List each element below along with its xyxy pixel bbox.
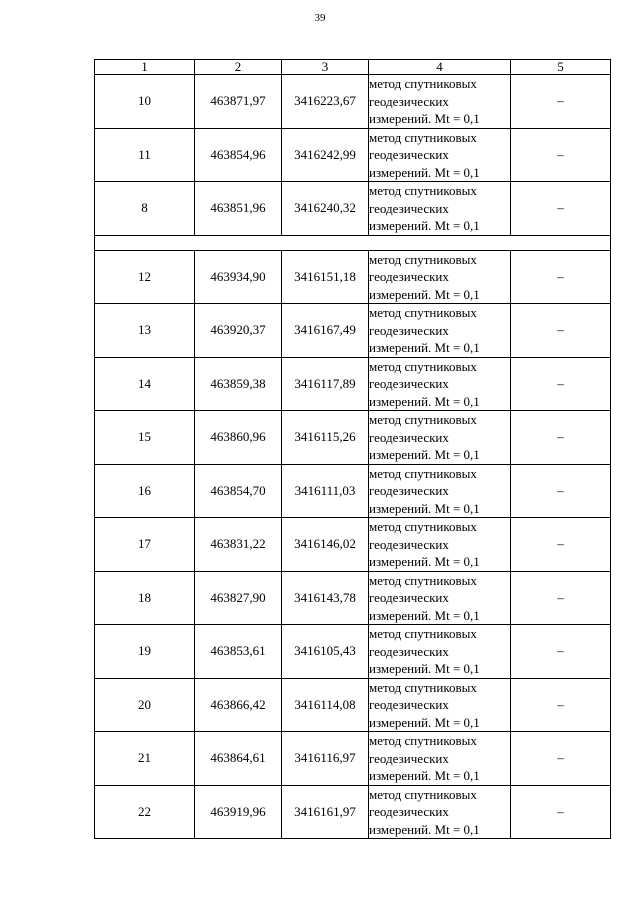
method-line: метод спутниковых [369, 412, 477, 427]
coordinate-y: 3416143,78 [282, 571, 369, 625]
point-number: 13 [95, 304, 195, 358]
coordinate-x: 463866,42 [195, 678, 282, 732]
method-line: метод спутниковых [369, 183, 477, 198]
method-line: измерений. Mt = 0,1 [369, 661, 480, 676]
method-line: метод спутниковых [369, 251, 477, 267]
method-line: метод спутниковых [369, 626, 477, 641]
table-row [95, 128, 611, 182]
coordinate-x: 463827,90 [195, 571, 282, 625]
method-line: метод спутниковых [369, 305, 477, 320]
coordinate-x: 463871,97 [195, 75, 282, 129]
point-number: 10 [95, 75, 195, 129]
coordinate-x: 463831,22 [195, 518, 282, 572]
method-cell [369, 464, 511, 518]
dash-cell: – [511, 128, 611, 182]
dash-cell: – [511, 571, 611, 625]
dash-cell: – [511, 678, 611, 732]
method-line: измерений. Mt = 0,1 [369, 286, 480, 302]
coordinate-y: 3416116,97 [282, 732, 369, 786]
coordinate-y: 3416151,18 [282, 250, 369, 304]
method-line: метод спутниковых [369, 465, 477, 481]
table-row [95, 182, 611, 236]
method-cell [369, 304, 511, 358]
dash-cell: – [511, 785, 611, 839]
point-number: 8 [95, 182, 195, 236]
coordinate-y: 3416105,43 [282, 625, 369, 679]
table-row [95, 357, 611, 411]
table-row [95, 75, 611, 129]
method-line: метод спутниковых [369, 76, 477, 91]
point-number: 14 [95, 357, 195, 411]
dash-cell: – [511, 250, 611, 304]
coordinate-y: 3416114,08 [282, 678, 369, 732]
dash-cell: – [511, 518, 611, 572]
coordinate-x: 463854,70 [195, 464, 282, 518]
method-cell [369, 518, 511, 572]
method-line: геодезических [369, 322, 449, 338]
method-line: геодезических [369, 376, 449, 391]
method-line: метод спутниковых [369, 572, 477, 588]
dash-cell: – [511, 357, 611, 411]
coordinate-x: 463860,96 [195, 411, 282, 465]
table-header-row [95, 60, 611, 75]
point-number: 20 [95, 678, 195, 732]
method-cell [369, 182, 511, 236]
method-line: геодезических [369, 269, 449, 284]
method-line: измерений. Mt = 0,1 [369, 111, 480, 126]
method-line: метод спутниковых [369, 679, 477, 695]
coordinate-x: 463854,96 [195, 128, 282, 182]
point-number: 16 [95, 464, 195, 518]
header-cell: 4 [369, 60, 511, 75]
coordinate-x: 463859,38 [195, 357, 282, 411]
method-line: измерений. Mt = 0,1 [369, 554, 480, 569]
header-cell: 3 [282, 60, 369, 75]
dash-cell: – [511, 182, 611, 236]
dash-cell: – [511, 732, 611, 786]
method-cell [369, 128, 511, 182]
dash-cell: – [511, 411, 611, 465]
coordinate-x: 463864,61 [195, 732, 282, 786]
method-cell [369, 411, 511, 465]
coordinate-x: 463851,96 [195, 182, 282, 236]
table-row [95, 411, 611, 465]
method-line: геодезических [369, 643, 449, 659]
method-line: геодезических [369, 750, 449, 766]
method-line: измерений. Mt = 0,1 [369, 500, 480, 516]
table-row [95, 732, 611, 786]
dash-cell: – [511, 464, 611, 518]
method-line: измерений. Mt = 0,1 [369, 607, 480, 623]
coordinates-table [94, 59, 611, 839]
point-number: 12 [95, 250, 195, 304]
method-line: метод спутниковых [369, 358, 477, 374]
point-number: 21 [95, 732, 195, 786]
table-row [95, 518, 611, 572]
point-number: 11 [95, 128, 195, 182]
method-line: измерений. Mt = 0,1 [369, 393, 480, 409]
coordinate-y: 3416111,03 [282, 464, 369, 518]
method-line: измерений. Mt = 0,1 [369, 340, 480, 355]
separator-row [95, 235, 611, 250]
coordinate-y: 3416115,26 [282, 411, 369, 465]
method-line: геодезических [369, 483, 449, 498]
table-row [95, 785, 611, 839]
coordinate-y: 3416167,49 [282, 304, 369, 358]
header-cell: 5 [511, 60, 611, 75]
coordinate-y: 3416240,32 [282, 182, 369, 236]
point-number: 18 [95, 571, 195, 625]
method-line: измерений. Mt = 0,1 [369, 768, 480, 783]
method-line: измерений. Mt = 0,1 [369, 218, 480, 233]
method-line: измерений. Mt = 0,1 [369, 714, 480, 730]
header-cell: 2 [195, 60, 282, 75]
table-row [95, 304, 611, 358]
method-line: геодезических [369, 697, 449, 712]
table-row [95, 250, 611, 304]
table-row [95, 464, 611, 518]
method-cell [369, 75, 511, 129]
method-line: измерений. Mt = 0,1 [369, 164, 480, 180]
coordinate-y: 3416223,67 [282, 75, 369, 129]
method-cell [369, 785, 511, 839]
method-line: геодезических [369, 590, 449, 605]
point-number: 15 [95, 411, 195, 465]
method-line: измерений. Mt = 0,1 [369, 447, 480, 462]
method-line: геодезических [369, 429, 449, 445]
coordinate-y: 3416161,97 [282, 785, 369, 839]
header-cell: 1 [95, 60, 195, 75]
table-row [95, 571, 611, 625]
dash-cell: – [511, 625, 611, 679]
coordinate-y: 3416146,02 [282, 518, 369, 572]
coordinate-y: 3416117,89 [282, 357, 369, 411]
point-number: 19 [95, 625, 195, 679]
coordinate-x: 463920,37 [195, 304, 282, 358]
method-line: геодезических [369, 804, 449, 819]
coordinate-x: 463853,61 [195, 625, 282, 679]
method-cell [369, 732, 511, 786]
dash-cell: – [511, 304, 611, 358]
method-cell [369, 357, 511, 411]
method-cell [369, 678, 511, 732]
table-row [95, 678, 611, 732]
dash-cell: – [511, 75, 611, 129]
method-line: метод спутниковых [369, 519, 477, 534]
point-number: 17 [95, 518, 195, 572]
method-cell [369, 625, 511, 679]
coordinate-x: 463919,96 [195, 785, 282, 839]
coordinate-x: 463934,90 [195, 250, 282, 304]
method-line: геодезических [369, 93, 449, 109]
method-line: геодезических [369, 147, 449, 162]
method-line: метод спутниковых [369, 786, 477, 802]
method-line: геодезических [369, 536, 449, 552]
table-row [95, 625, 611, 679]
point-number: 22 [95, 785, 195, 839]
method-cell [369, 250, 511, 304]
method-line: метод спутниковых [369, 733, 477, 748]
method-line: метод спутниковых [369, 129, 477, 145]
method-cell [369, 571, 511, 625]
page-number: 39 [314, 12, 326, 24]
separator-cell [95, 235, 611, 250]
method-line: измерений. Mt = 0,1 [369, 821, 480, 837]
coordinate-y: 3416242,99 [282, 128, 369, 182]
method-line: геодезических [369, 200, 449, 216]
